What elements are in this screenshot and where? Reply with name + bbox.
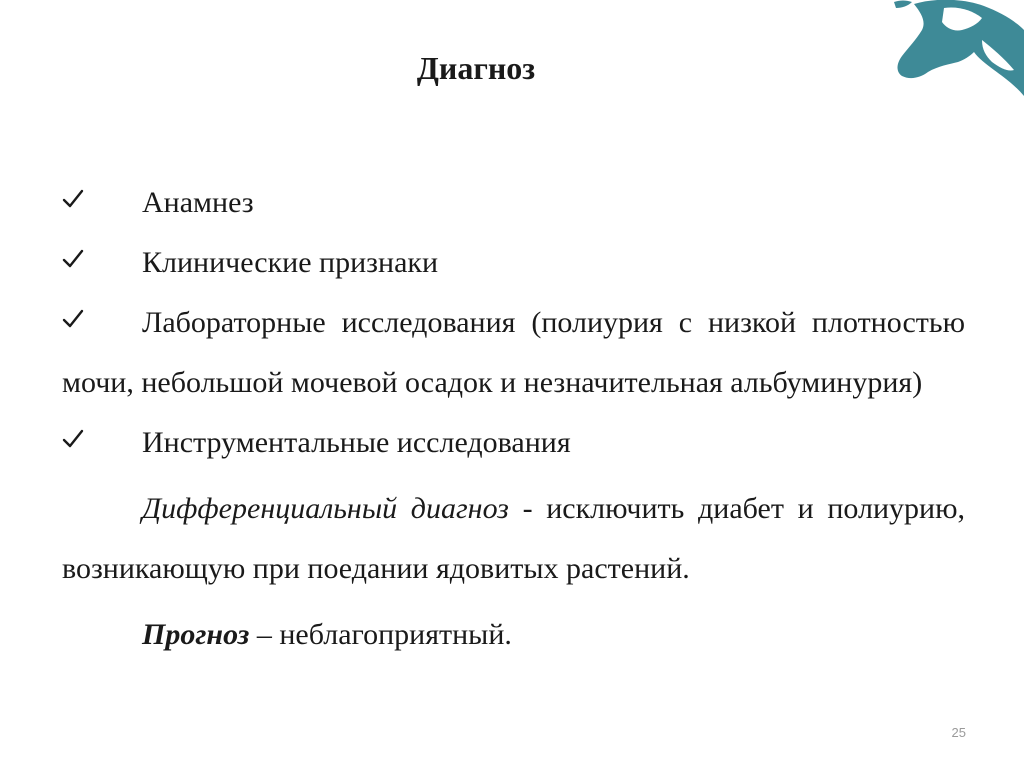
prognosis bbox=[62, 605, 965, 665]
list-item bbox=[62, 413, 965, 473]
differential-text: - исключить диабет и полиурию, возникающую при поедании ядовитых растений. bbox=[62, 492, 966, 585]
list-item bbox=[62, 293, 965, 413]
slide-title: Диагноз bbox=[416, 50, 536, 86]
list-item-text: Клинические признаки bbox=[142, 246, 439, 279]
page-number: 25 bbox=[951, 725, 966, 740]
checkmark-icon bbox=[62, 233, 92, 293]
prognosis-term: Прогноз bbox=[142, 618, 250, 651]
list-item-text: Анамнез bbox=[142, 186, 254, 219]
list-item-text: Лабораторные исследования (полиурия с низкой плотностью мочи, небольшой мочевой осадок и незначительная альбуминурия) bbox=[62, 306, 965, 399]
checkmark-icon bbox=[62, 293, 92, 353]
list-item-text: Инструментальные исследования bbox=[142, 426, 571, 459]
checkmark-icon bbox=[62, 173, 92, 233]
prognosis-text: – неблагоприятный. bbox=[249, 618, 512, 651]
differential-diagnosis bbox=[62, 479, 965, 599]
list-item bbox=[62, 173, 965, 233]
list-item bbox=[62, 233, 965, 293]
checkmark-icon bbox=[62, 413, 92, 473]
content bbox=[62, 173, 965, 665]
differential-term: Дифференциальный диагноз bbox=[142, 492, 509, 525]
